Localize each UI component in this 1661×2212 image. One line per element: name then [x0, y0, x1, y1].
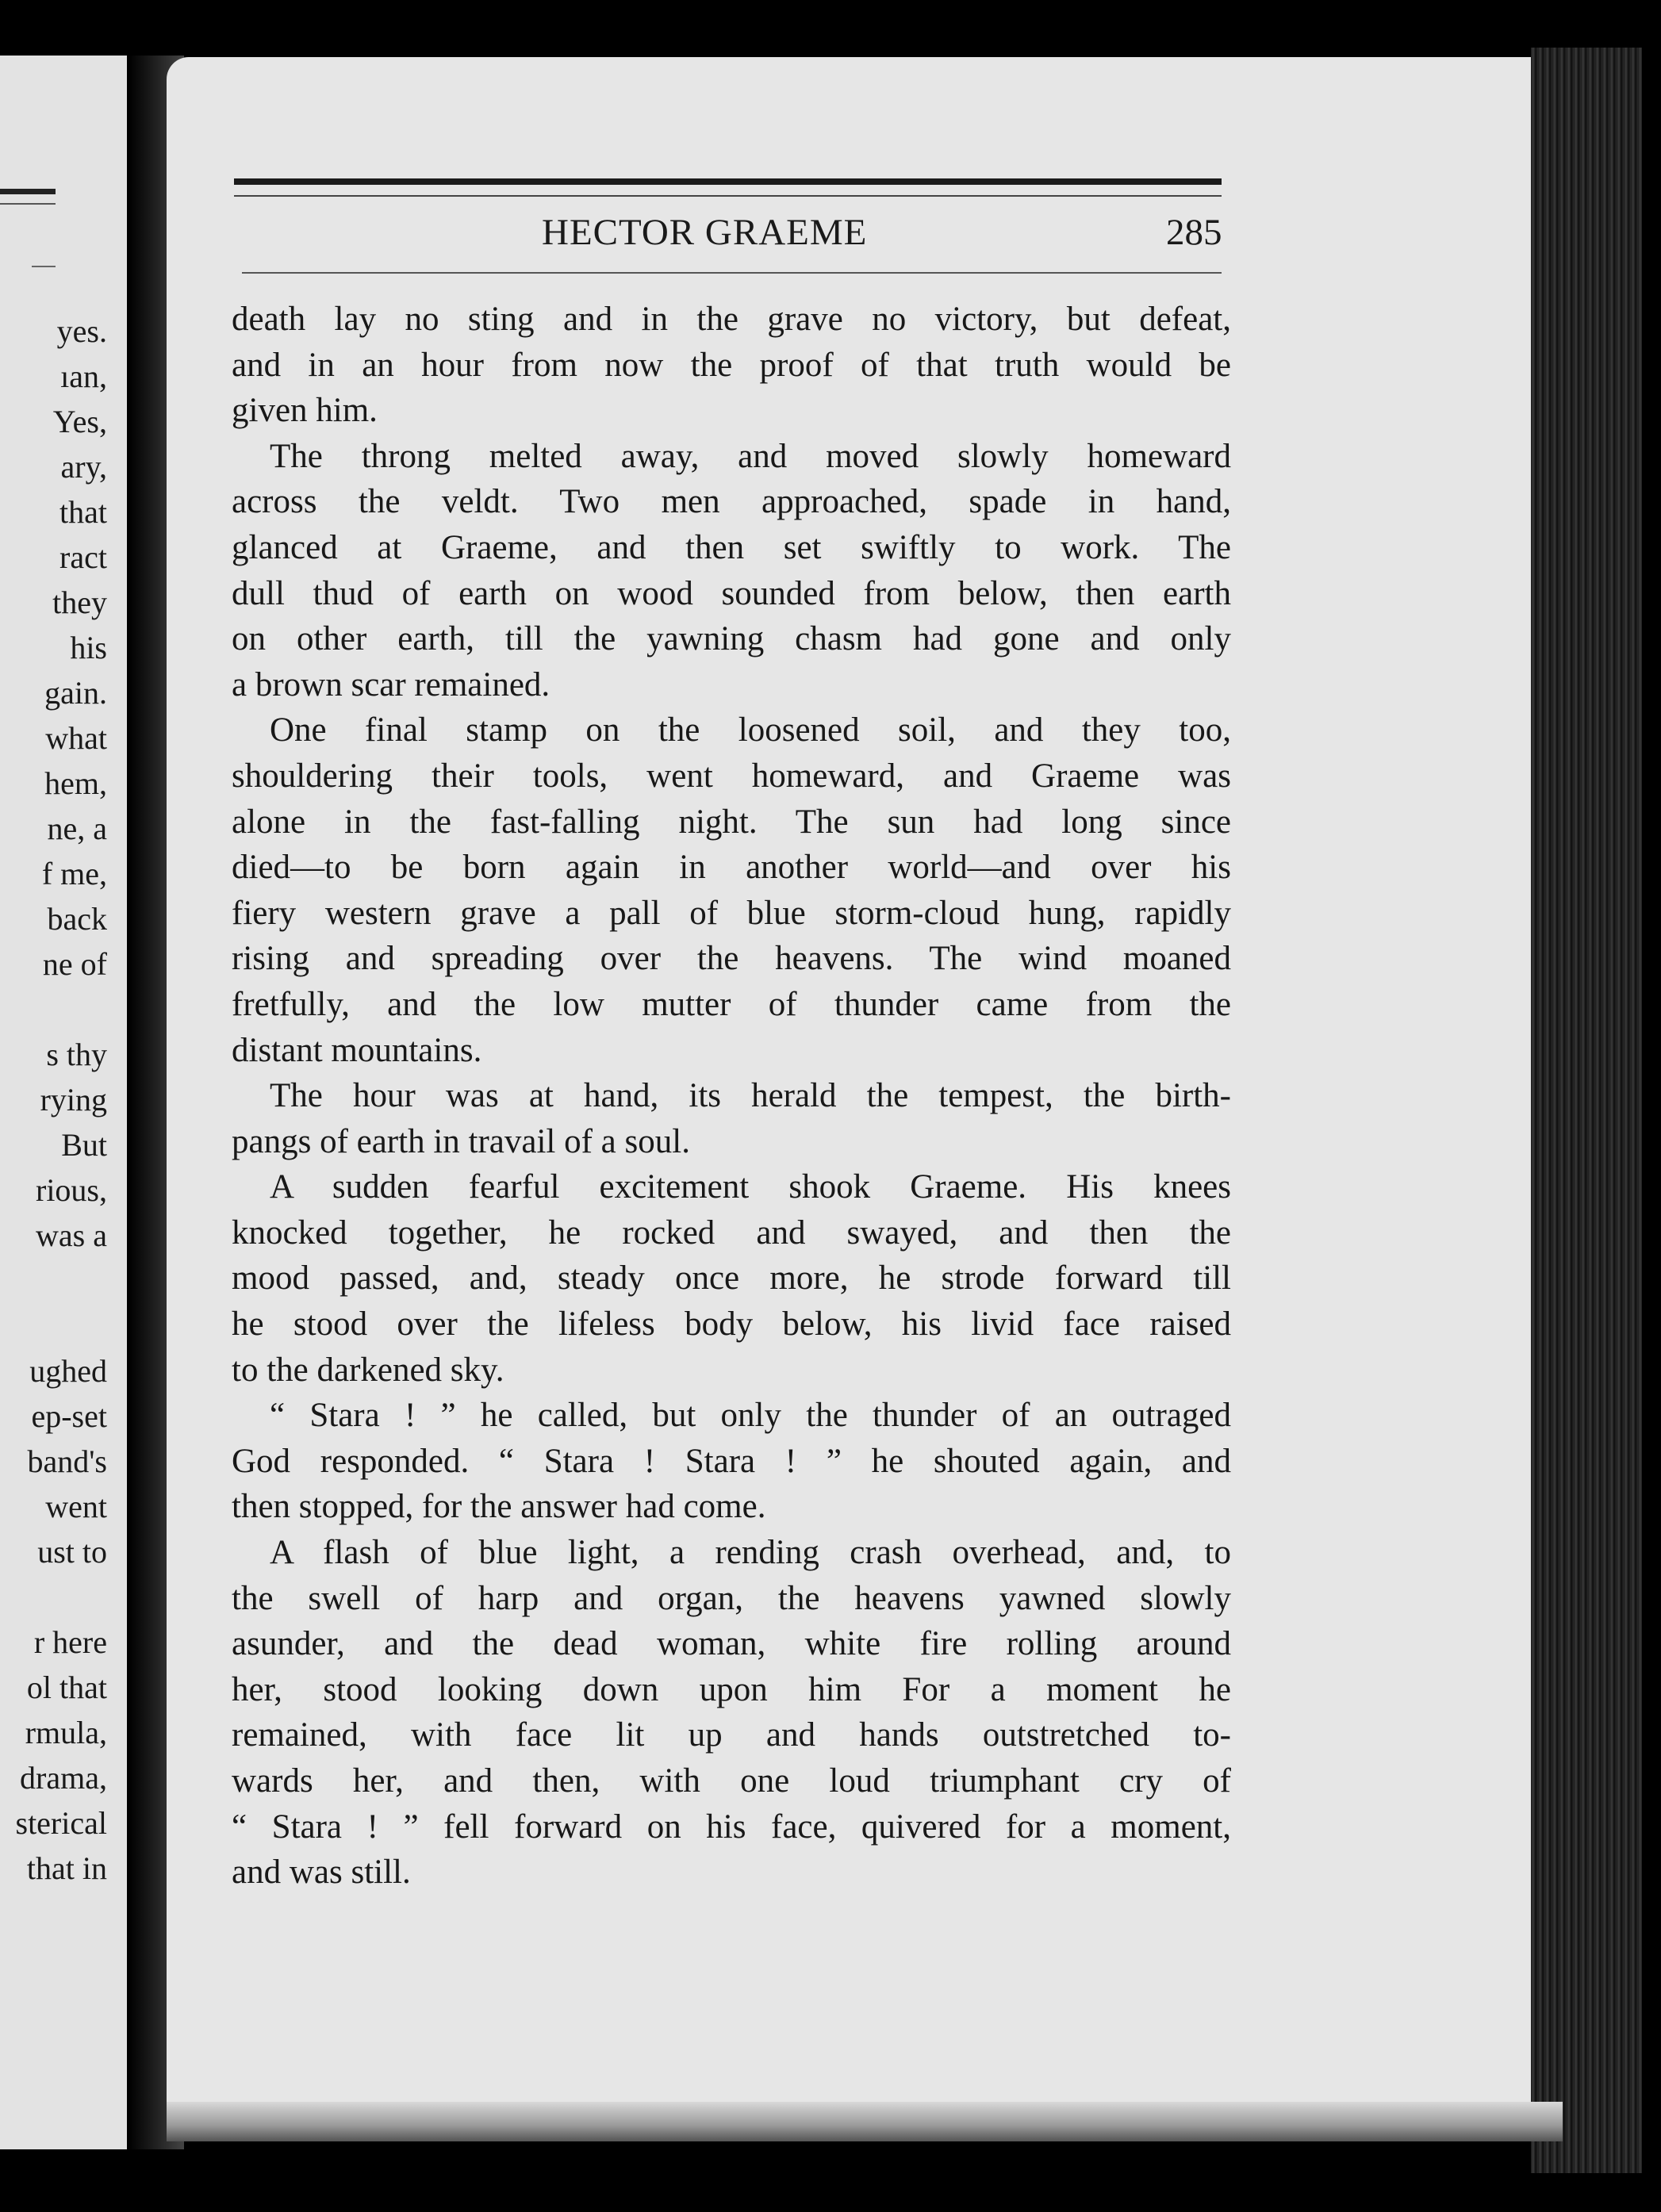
text-line: God responded. “ Stara ! Stara ! ” he shouted again, and	[232, 1442, 1231, 1480]
text-line: “ Stara ! ” he called, but only the thunder of an outraged	[270, 1397, 1231, 1435]
text-line: A flash of blue light, a rending crash overhead, and, to	[270, 1534, 1231, 1572]
text-line: asunder, and the dead woman, white fire rolling around	[232, 1625, 1231, 1663]
left-text-fragment: yes.	[56, 313, 107, 349]
left-text-fragment: rious,	[36, 1172, 107, 1208]
left-text-fragment: ust to	[37, 1534, 107, 1570]
left-header-rule	[0, 189, 56, 194]
text-line: alone in the fast-falling night. The sun had long since	[232, 803, 1231, 841]
text-line: he stood over the lifeless body below, his livid face raised	[232, 1305, 1231, 1344]
text-line: and was still.	[232, 1854, 411, 1892]
body-text	[232, 297, 1231, 1896]
text-line: remained, with face lit up and hands outstretched to-	[232, 1716, 1231, 1754]
text-line: distant mountains.	[232, 1031, 482, 1069]
left-text-fragment: ol that	[26, 1670, 107, 1705]
text-line: mood passed, and, steady once more, he strode forward till	[232, 1259, 1231, 1298]
text-line: “ Stara ! ” fell forward on his face, quivered for a moment,	[232, 1808, 1231, 1846]
left-text-fragment: rmula,	[25, 1715, 107, 1750]
text-line: A sudden fearful excitement shook Graeme. His knees	[270, 1168, 1231, 1206]
left-text-fragment: that in	[26, 1850, 107, 1886]
left-text-fragment: his	[70, 630, 107, 665]
left-text-fragment: back	[47, 901, 107, 937]
left-page	[0, 56, 127, 2149]
header-rule	[234, 178, 1222, 185]
text-line: shouldering their tools, went homeward, and Graeme was	[232, 757, 1231, 795]
page-bottom-edge	[167, 2102, 1563, 2141]
text-line: The throng melted away, and moved slowly homeward	[270, 437, 1231, 475]
left-text-fragment: ary,	[60, 449, 107, 485]
header-rule-bottom	[242, 272, 1222, 274]
text-line: given him.	[232, 392, 378, 430]
text-line: then stopped, for the answer had come.	[232, 1488, 766, 1526]
text-line: rising and spreading over the heavens. The wind moaned	[232, 940, 1231, 978]
left-text-fragment: gain.	[44, 675, 107, 711]
text-line: pangs of earth in travail of a soul.	[232, 1122, 690, 1160]
left-text-fragment: drama,	[20, 1760, 107, 1796]
left-text-fragment: that	[59, 494, 107, 530]
text-line: dull thud of earth on wood sounded from below, then earth	[232, 574, 1231, 612]
left-header-rule-sub	[32, 266, 56, 267]
left-text-fragment: r here	[33, 1624, 107, 1660]
text-line: fretfully, and the low mutter of thunder came from the	[232, 985, 1231, 1023]
text-line: the swell of harp and organ, the heavens yawned slowly	[232, 1579, 1231, 1617]
running-head: HECTOR GRAEME	[542, 212, 868, 253]
text-line: died—to be born again in another world—and over his	[232, 849, 1231, 887]
text-line: fiery western grave a pall of blue storm-cloud hung, rapidly	[232, 894, 1231, 932]
text-line: One final stamp on the loosened soil, and they too,	[270, 711, 1231, 749]
text-line: to the darkened sky.	[232, 1351, 504, 1389]
text-line: wards her, and then, with one loud triumphant cry of	[232, 1762, 1231, 1800]
left-text-fragment: was a	[36, 1217, 107, 1253]
text-line: across the veldt. Two men approached, spade in hand,	[232, 483, 1231, 521]
left-text-fragment: s thy	[46, 1037, 107, 1072]
text-line: on other earth, till the yawning chasm had gone and only	[232, 620, 1231, 658]
left-text-fragment: band's	[27, 1443, 107, 1479]
left-header-rule-thin	[0, 203, 56, 205]
left-text-fragment: they	[52, 585, 107, 620]
left-text-fragment: ep-set	[31, 1398, 107, 1434]
page-edges	[1531, 48, 1642, 2173]
left-text-fragment: Yes,	[52, 404, 107, 439]
left-text-fragment: ıan,	[60, 358, 107, 394]
left-text-fragment: hem,	[44, 765, 107, 801]
text-line: her, stood looking down upon him For a moment he	[232, 1670, 1231, 1708]
left-text-fragment: ughed	[29, 1353, 107, 1389]
text-line: knocked together, he rocked and swayed, and then the	[232, 1213, 1231, 1252]
text-line: death lay no sting and in the grave no victory, but defeat,	[232, 301, 1231, 338]
text-line: a brown scar remained.	[232, 665, 550, 703]
text-line: glanced at Graeme, and then set swiftly to work. The	[232, 528, 1231, 566]
left-text-fragment: went	[45, 1489, 107, 1524]
left-text-fragment: f me,	[41, 856, 107, 891]
left-text-fragment: ne, a	[47, 811, 107, 846]
left-text-fragment: ne of	[42, 946, 107, 982]
left-text-fragment: sterical	[15, 1805, 107, 1841]
text-line: and in an hour from now the proof of that truth would be	[232, 346, 1231, 384]
header-rule-thin	[234, 195, 1222, 197]
text-line: The hour was at hand, its herald the tempest, the birth-	[270, 1077, 1231, 1115]
left-text-fragment: But	[61, 1127, 107, 1163]
page-number: 285	[1166, 212, 1222, 253]
left-text-fragment: rying	[40, 1082, 107, 1118]
left-text-fragment: what	[45, 720, 107, 756]
left-text-fragment: ract	[59, 539, 107, 575]
